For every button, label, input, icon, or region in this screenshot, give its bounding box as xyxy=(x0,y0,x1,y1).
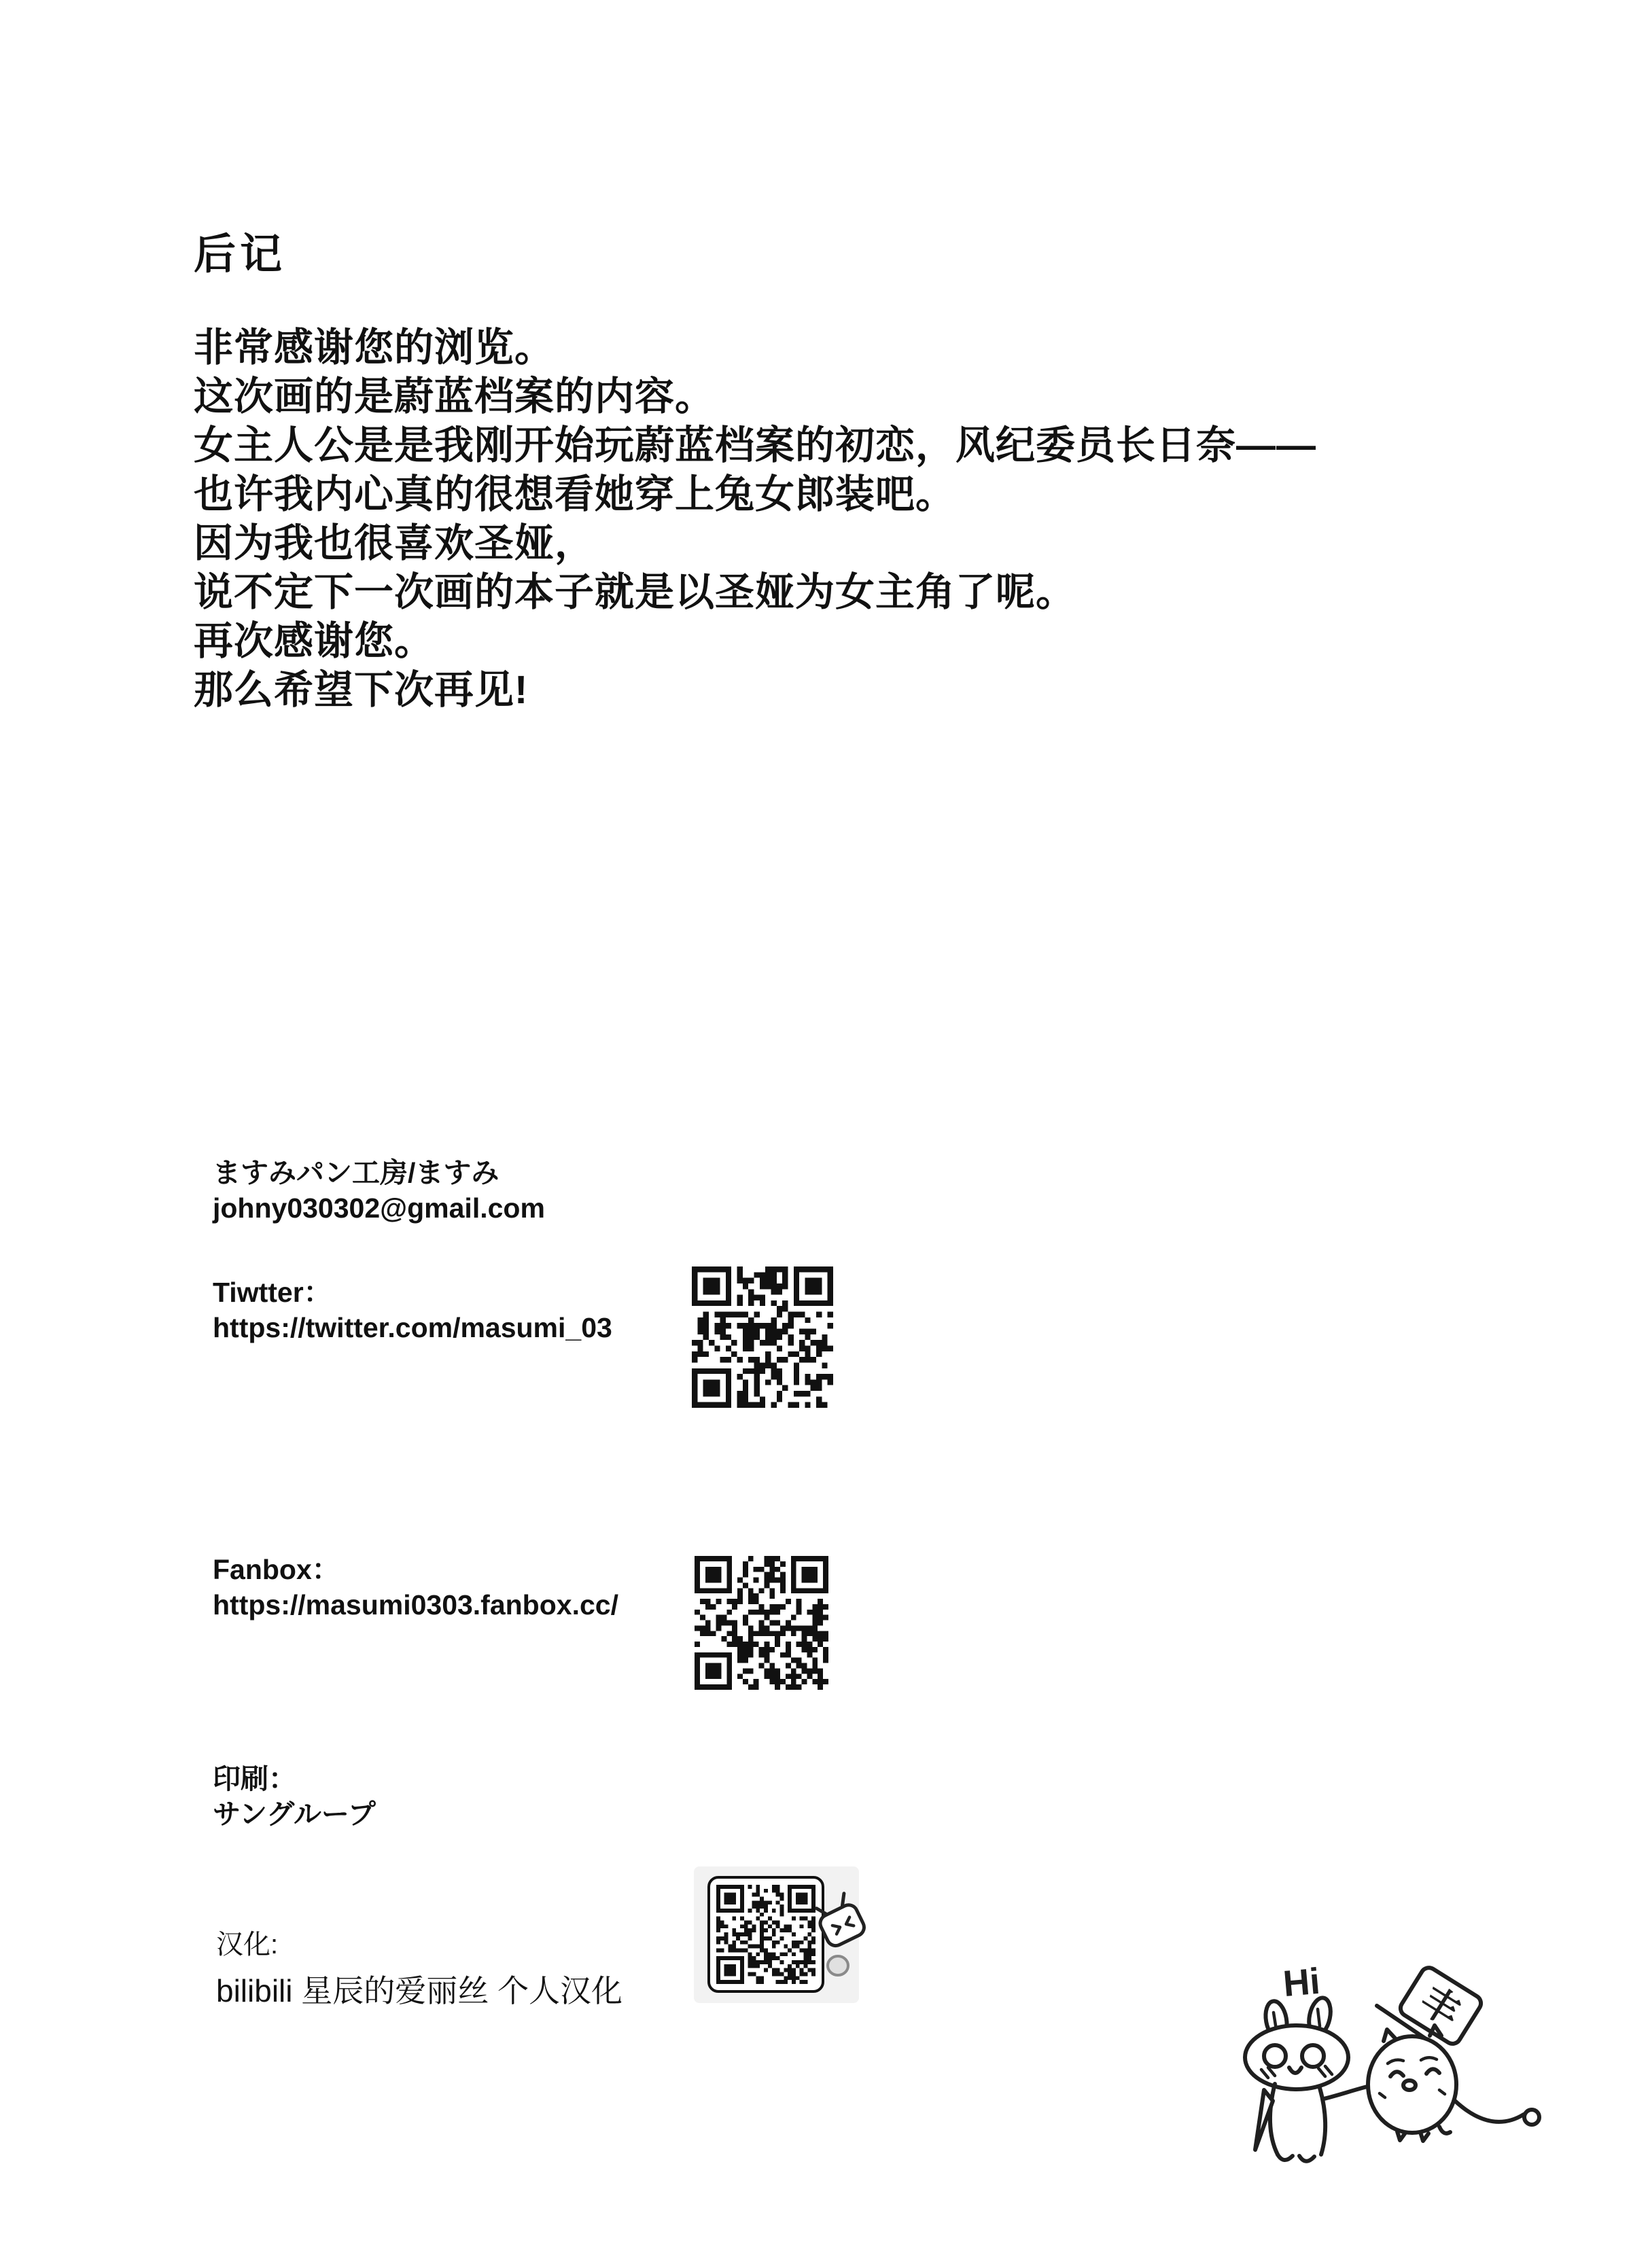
circle-name: ますみパン工房/ますみ xyxy=(213,1157,499,1188)
translation-qr-code xyxy=(716,1885,816,1984)
fanbox-label: Fanbox： xyxy=(213,1554,340,1585)
afterword-text xyxy=(194,323,1316,715)
fanbox-qr-code xyxy=(695,1556,828,1690)
afterword-line-6: 说不定下一次画的本子就是以圣娅为女主角了呢。 xyxy=(194,570,1076,614)
afterword-line-5: 因为我也很喜欢圣娅， xyxy=(194,521,595,565)
hand-drawn-doodle xyxy=(1237,1930,1631,2242)
twitter-url: https://twitter.com/masumi_03 xyxy=(213,1312,612,1343)
printing-name: サングループ xyxy=(213,1799,376,1830)
fanbox-link-block xyxy=(213,1552,618,1623)
translation-qr-card xyxy=(707,1876,824,1993)
translation-qr-panel xyxy=(694,1866,859,2003)
afterword-line-8: 那么希望下次再见! xyxy=(194,668,529,712)
printing-label: 印刷： xyxy=(213,1763,296,1794)
printing-credit-block xyxy=(213,1761,376,1832)
afterword-line-4: 也许我内心真的很想看她穿上兔女郎装吧。 xyxy=(194,472,956,516)
fanbox-url: https://masumi0303.fanbox.cc/ xyxy=(213,1589,618,1620)
doodle-bunny xyxy=(1245,1996,1367,2161)
bilibili-tv-mascot-icon xyxy=(818,1895,871,1985)
afterword-line-1: 非常感谢您的浏览。 xyxy=(194,325,555,370)
afterword-line-3: 女主人公是是我刚开始玩蔚蓝档案的初恋，风纪委员长日奈—— xyxy=(194,423,1317,467)
mascot-paw xyxy=(828,1956,848,1975)
twitter-link-block xyxy=(213,1275,612,1345)
twitter-label: Tiwtter： xyxy=(213,1277,332,1308)
afterword-line-7: 再次感谢您。 xyxy=(194,619,435,663)
translation-credit-block xyxy=(216,1927,622,2008)
doodle-greeting-text: Hi xyxy=(1281,1960,1322,2005)
afterword-line-2: 这次画的是蔚蓝档案的内容。 xyxy=(194,374,716,419)
author-email: johny030302@gmail.com xyxy=(213,1192,545,1224)
author-contact-block xyxy=(213,1155,545,1226)
doodle-hat-text: 丰 xyxy=(1413,1977,1469,2034)
doodle-cat xyxy=(1368,1965,1539,2141)
page-title: 后记 xyxy=(194,231,287,278)
translation-credit: bilibili 星辰的爱丽丝 个人汉化 xyxy=(216,1973,623,2008)
translation-label: 汉化: xyxy=(216,1930,279,1960)
twitter-qr-code xyxy=(692,1266,833,1408)
mascot-tv-face xyxy=(818,1902,867,1949)
